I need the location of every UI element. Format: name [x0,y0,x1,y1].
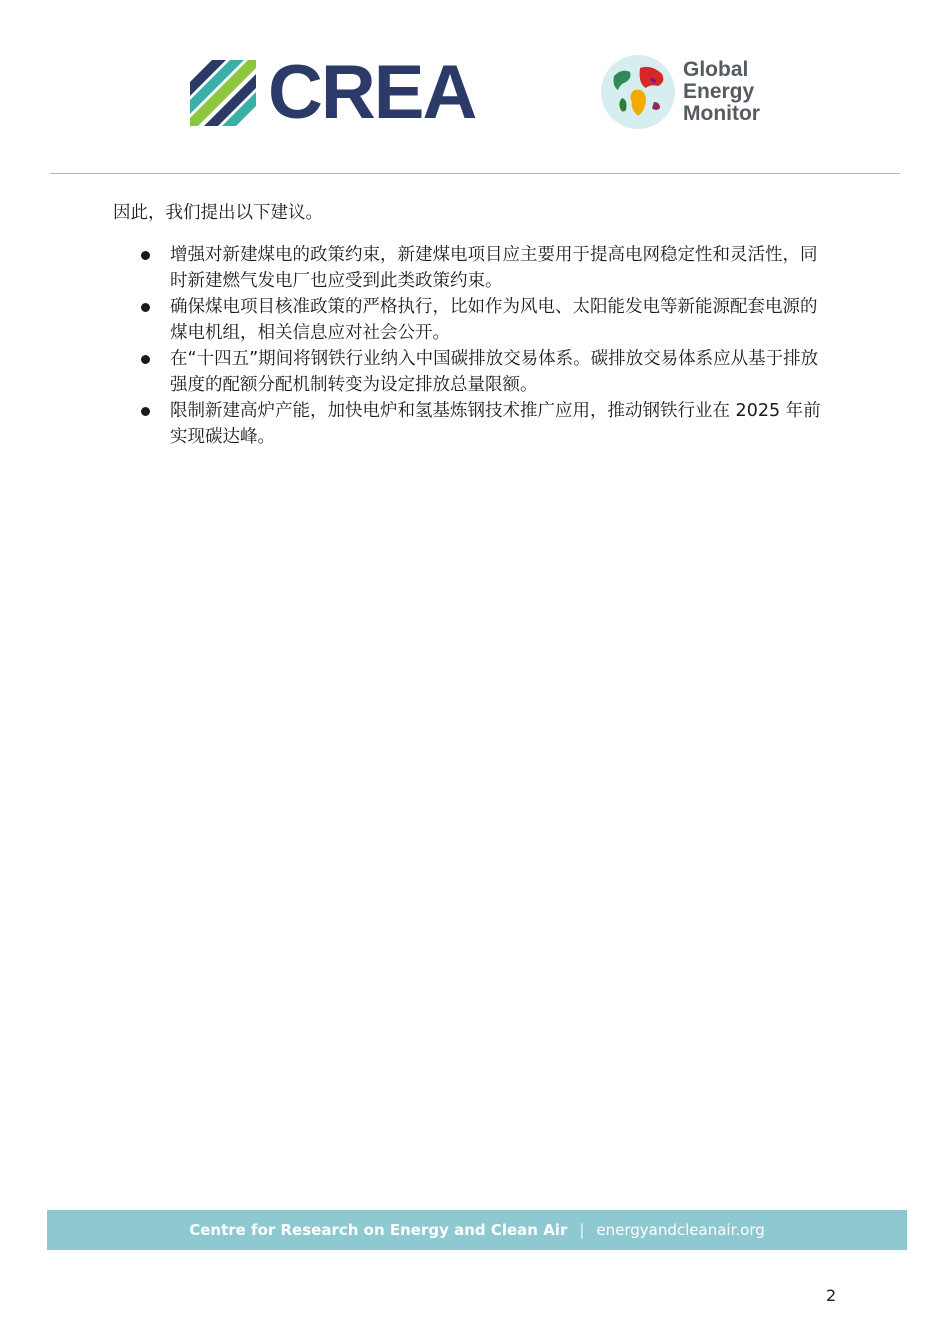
bullet-icon [141,407,150,416]
list-item [113,398,833,450]
list-item [113,346,833,398]
document-body [113,200,833,450]
intro-paragraph: 因此，我们提出以下建议。 [113,203,323,223]
page-number: 2 [826,1286,837,1305]
crea-logo-text: CREA [268,50,476,135]
list-item [113,242,833,294]
global-energy-monitor-logo [600,54,760,130]
gem-logo-text [683,59,760,125]
gem-logo-line: Monitor [683,102,760,125]
list-item-text: 限制新建高炉产能，加快电炉和氢基炼钢技术推广应用，推动钢铁行业在 2025 年前实现碳达峰。 [170,401,821,447]
bullet-icon [141,251,150,260]
footer-bar [47,1210,907,1250]
header-divider [50,173,900,174]
list-item-text: 在“十四五”期间将钢铁行业纳入中国碳排放交易体系。碳排放交易体系应从基于排放强度的配额分配机制转变为设定排放总量限额。 [170,349,819,395]
crea-logo-mark-icon [190,60,256,126]
crea-logo [190,50,490,135]
bullet-icon [141,303,150,312]
globe-icon [600,54,676,130]
list-item [113,294,833,346]
list-item-text: 确保煤电项目核准政策的严格执行，比如作为风电、太阳能发电等新能源配套电源的煤电机组，相关信息应对社会公开。 [170,297,818,343]
gem-logo-line: Energy [683,80,755,103]
recommendations-list [113,242,833,450]
footer-website-link[interactable]: energyandcleanair.org [596,1221,765,1239]
footer-org-name: Centre for Research on Energy and Clean Air [189,1221,568,1239]
gem-logo-line: Global [683,58,749,81]
footer-separator: | [579,1221,585,1239]
bullet-icon [141,355,150,364]
page-header [0,0,950,175]
list-item-text: 增强对新建煤电的政策约束，新建煤电项目应主要用于提高电网稳定性和灵活性，同时新建燃气发电厂也应受到此类政策约束。 [170,245,818,291]
